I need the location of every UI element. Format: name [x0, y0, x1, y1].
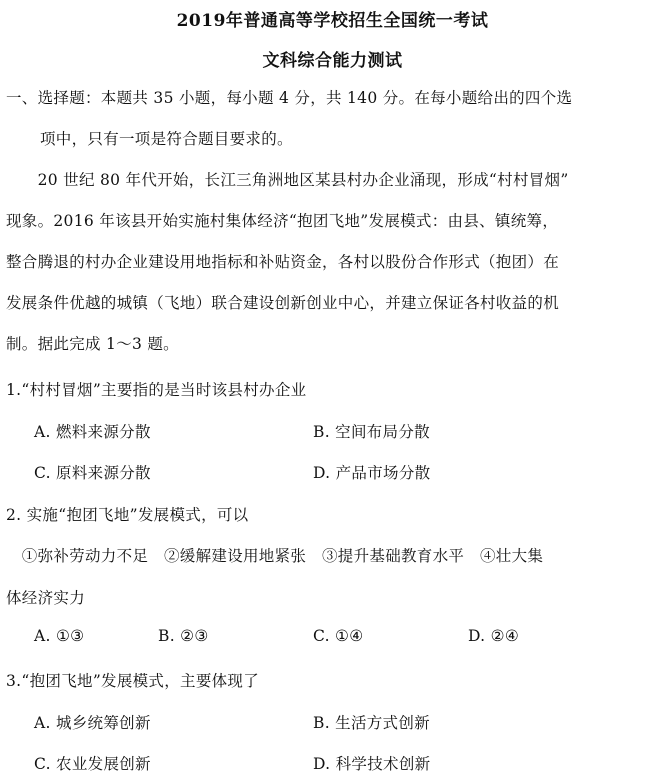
section-instruction-line-2: 项中，只有一项是符合题目要求的。 — [40, 130, 293, 148]
question-3-option-b[interactable]: B. 生活方式创新 — [313, 714, 430, 732]
passage — [6, 160, 661, 365]
passage-line: 整合腾退的村办企业建设用地指标和补贴资金，各村以股份合作形式（抱团）在 — [6, 253, 560, 271]
question-3-option-d[interactable]: D. 科学技术创新 — [313, 755, 431, 773]
question-1-option-a[interactable]: A. 燃料来源分散 — [34, 423, 151, 441]
passage-line: 现象。2016 年该县开始实施村集体经济“抱团飞地”发展模式：由县、镇统筹， — [6, 212, 559, 230]
question-1-option-d[interactable]: D. 产品市场分散 — [313, 464, 431, 482]
passage-line: 发展条件优越的城镇（飞地）联合建设创新创业中心，并建立保证各村收益的机 — [6, 294, 560, 312]
section-instruction-line-1: 一、选择题：本题共 35 小题，每小题 4 分，共 140 分。在每小题给出的四个选 — [6, 89, 573, 107]
question-2-statements-line-2: 体经济实力 — [6, 589, 86, 607]
question-1-stem: 1.“村村冒烟”主要指的是当时该县村办企业 — [6, 381, 307, 399]
question-2-stem: 2. 实施“抱团飞地”发展模式，可以 — [6, 506, 249, 524]
question-2-statements-line-1: ①弥补劳动力不足 ②缓解建设用地紧张 ③提升基础教育水平 ④壮大集 — [6, 547, 544, 565]
question-1-option-c[interactable]: C. 原料来源分散 — [34, 464, 151, 482]
passage-line: 制。据此完成 1～3 题。 — [6, 335, 179, 353]
exam-subtitle: 文科综合能力测试 — [262, 51, 403, 71]
question-2-option-a[interactable]: A. ①③ — [34, 627, 85, 645]
exam-title: 2019年普通高等学校招生全国统一考试 — [176, 11, 489, 31]
passage-line: 20 世纪 80 年代开始，长江三角洲地区某县村办企业涌现，形成“村村冒烟” — [6, 171, 569, 189]
question-2-option-c[interactable]: C. ①④ — [313, 627, 364, 645]
question-2-option-b[interactable]: B. ②③ — [158, 627, 209, 645]
question-1-option-b[interactable]: B. 空间布局分散 — [313, 423, 430, 441]
question-3-option-a[interactable]: A. 城乡统筹创新 — [34, 714, 151, 732]
question-2-option-d[interactable]: D. ②④ — [468, 627, 520, 645]
question-3-option-c[interactable]: C. 农业发展创新 — [34, 755, 151, 773]
question-3-stem: 3.“抱团飞地”发展模式，主要体现了 — [6, 672, 260, 690]
